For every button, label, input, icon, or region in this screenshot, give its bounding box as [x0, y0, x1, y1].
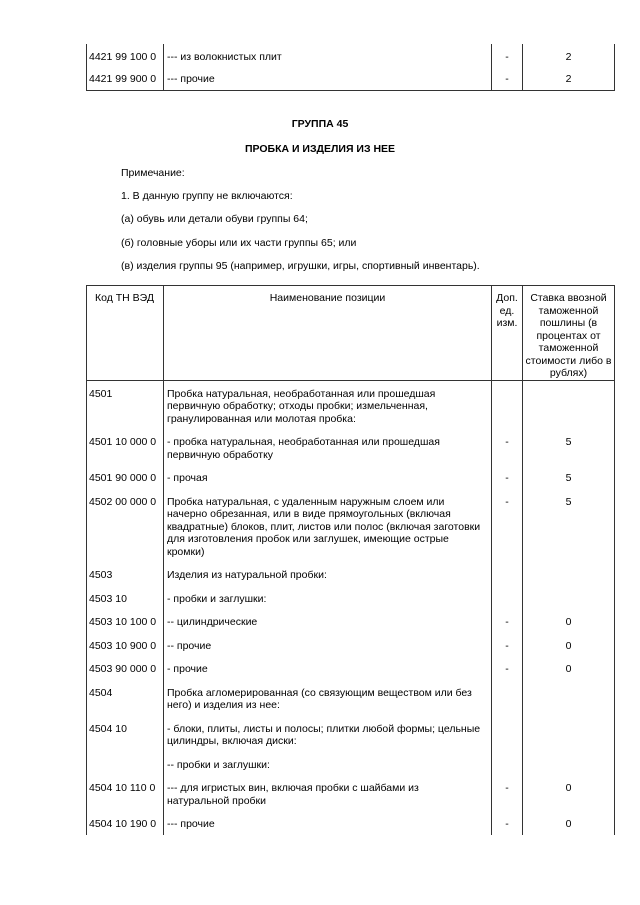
- rate-cell: [523, 752, 615, 776]
- unit-cell: -: [492, 775, 523, 811]
- table-row: [87, 429, 615, 465]
- code-cell: 4503 10 100 0: [87, 609, 164, 633]
- rate-cell: 0: [523, 633, 615, 657]
- unit-cell: [492, 680, 523, 716]
- table-row: [87, 716, 615, 752]
- table-row: [87, 586, 615, 610]
- table-row: [87, 811, 615, 835]
- rate-cell: 5: [523, 489, 615, 563]
- rate-cell: 0: [523, 656, 615, 680]
- unit-cell: -: [492, 465, 523, 489]
- table-row: [87, 633, 615, 657]
- rate-cell: 2: [523, 67, 615, 90]
- name-cell: - пробка натуральная, необработанная или прошедшая первичную обработку: [164, 429, 492, 465]
- table-row: [87, 752, 615, 776]
- rate-cell: 2: [523, 44, 615, 67]
- name-cell: --- для игристых вин, включая пробки с шайбами из натуральной пробки: [164, 775, 492, 811]
- name-cell: -- цилиндрические: [164, 609, 492, 633]
- name-cell: --- прочие: [164, 67, 492, 90]
- table-header-row: [87, 286, 615, 381]
- name-cell: --- из волокнистых плит: [164, 44, 492, 67]
- unit-cell: [492, 752, 523, 776]
- unit-cell: -: [492, 44, 523, 67]
- code-cell: 4502 00 000 0: [87, 489, 164, 563]
- table-row: [87, 44, 615, 67]
- previous-group-table-end: [86, 44, 615, 91]
- code-cell: 4501: [87, 380, 164, 429]
- note-item: (б) головные уборы или их части группы 65; или: [121, 237, 357, 249]
- name-cell: - прочая: [164, 465, 492, 489]
- code-cell: 4503 10: [87, 586, 164, 610]
- note-item: (в) изделия группы 95 (например, игрушки, игры, спортивный инвентарь).: [121, 260, 480, 272]
- table-row: [87, 680, 615, 716]
- unit-cell: -: [492, 489, 523, 563]
- group-number-title: ГРУППА 45: [291, 118, 349, 130]
- unit-cell: -: [492, 811, 523, 835]
- unit-cell: -: [492, 429, 523, 465]
- code-cell: 4421 99 100 0: [87, 44, 164, 67]
- table-row: [87, 656, 615, 680]
- table-row: [87, 562, 615, 586]
- rate-cell: 5: [523, 429, 615, 465]
- code-cell: 4504 10: [87, 716, 164, 752]
- table-row: [87, 489, 615, 563]
- name-cell: -- пробки и заглушки:: [164, 752, 492, 776]
- name-cell: - прочие: [164, 656, 492, 680]
- code-cell: 4504 10 190 0: [87, 811, 164, 835]
- unit-cell: [492, 562, 523, 586]
- header-unit: Доп. ед. изм.: [492, 286, 523, 381]
- note-item: (а) обувь или детали обуви группы 64;: [121, 213, 308, 225]
- unit-cell: -: [492, 609, 523, 633]
- header-code: Код ТН ВЭД: [87, 286, 164, 381]
- code-cell: 4503 90 000 0: [87, 656, 164, 680]
- code-cell: 4503: [87, 562, 164, 586]
- name-cell: Пробка агломерированная (со связующим веществом или без него) и изделия из нее:: [164, 680, 492, 716]
- name-cell: -- прочие: [164, 633, 492, 657]
- table-row: [87, 609, 615, 633]
- rate-cell: 0: [523, 775, 615, 811]
- note-heading: Примечание:: [121, 167, 185, 179]
- unit-cell: [492, 716, 523, 752]
- rate-cell: [523, 562, 615, 586]
- name-cell: - пробки и заглушки:: [164, 586, 492, 610]
- rate-cell: [523, 680, 615, 716]
- unit-cell: -: [492, 67, 523, 90]
- unit-cell: [492, 380, 523, 429]
- name-cell: - блоки, плиты, листы и полосы; плитки любой формы; цельные цилиндры, включая диски:: [164, 716, 492, 752]
- unit-cell: -: [492, 633, 523, 657]
- tariff-table: [86, 285, 615, 835]
- name-cell: Изделия из натуральной пробки:: [164, 562, 492, 586]
- code-cell: 4421 99 900 0: [87, 67, 164, 90]
- name-cell: --- прочие: [164, 811, 492, 835]
- code-cell: 4503 10 900 0: [87, 633, 164, 657]
- rate-cell: [523, 380, 615, 429]
- name-cell: Пробка натуральная, с удаленным наружным слоем или начерно обрезанная, или в виде прямоугольных (включая квадратные) блоков, плит, листов или полос (включая заготовки для изготовления пробок или заглушек, имеющие острые кромки): [164, 489, 492, 563]
- rate-cell: 0: [523, 811, 615, 835]
- note-item: 1. В данную группу не включаются:: [121, 190, 293, 202]
- code-cell: 4501 90 000 0: [87, 465, 164, 489]
- rate-cell: 0: [523, 609, 615, 633]
- code-cell: 4504: [87, 680, 164, 716]
- table-row: [87, 775, 615, 811]
- rate-cell: [523, 716, 615, 752]
- rate-cell: 5: [523, 465, 615, 489]
- table-row: [87, 380, 615, 429]
- table-row: [87, 67, 615, 90]
- name-cell: Пробка натуральная, необработанная или прошедшая первичную обработку; отходы пробки; измельченная, гранулированная или молотая пробка:: [164, 380, 492, 429]
- code-cell: [87, 752, 164, 776]
- group-name-title: ПРОБКА И ИЗДЕЛИЯ ИЗ НЕЕ: [244, 143, 396, 155]
- table-row: [87, 465, 615, 489]
- unit-cell: -: [492, 656, 523, 680]
- code-cell: 4501 10 000 0: [87, 429, 164, 465]
- header-name: Наименование позиции: [164, 286, 492, 381]
- header-rate: Ставка ввозной таможенной пошлины (в процентах от таможенной стоимости либо в рублях): [523, 286, 615, 381]
- rate-cell: [523, 586, 615, 610]
- code-cell: 4504 10 110 0: [87, 775, 164, 811]
- unit-cell: [492, 586, 523, 610]
